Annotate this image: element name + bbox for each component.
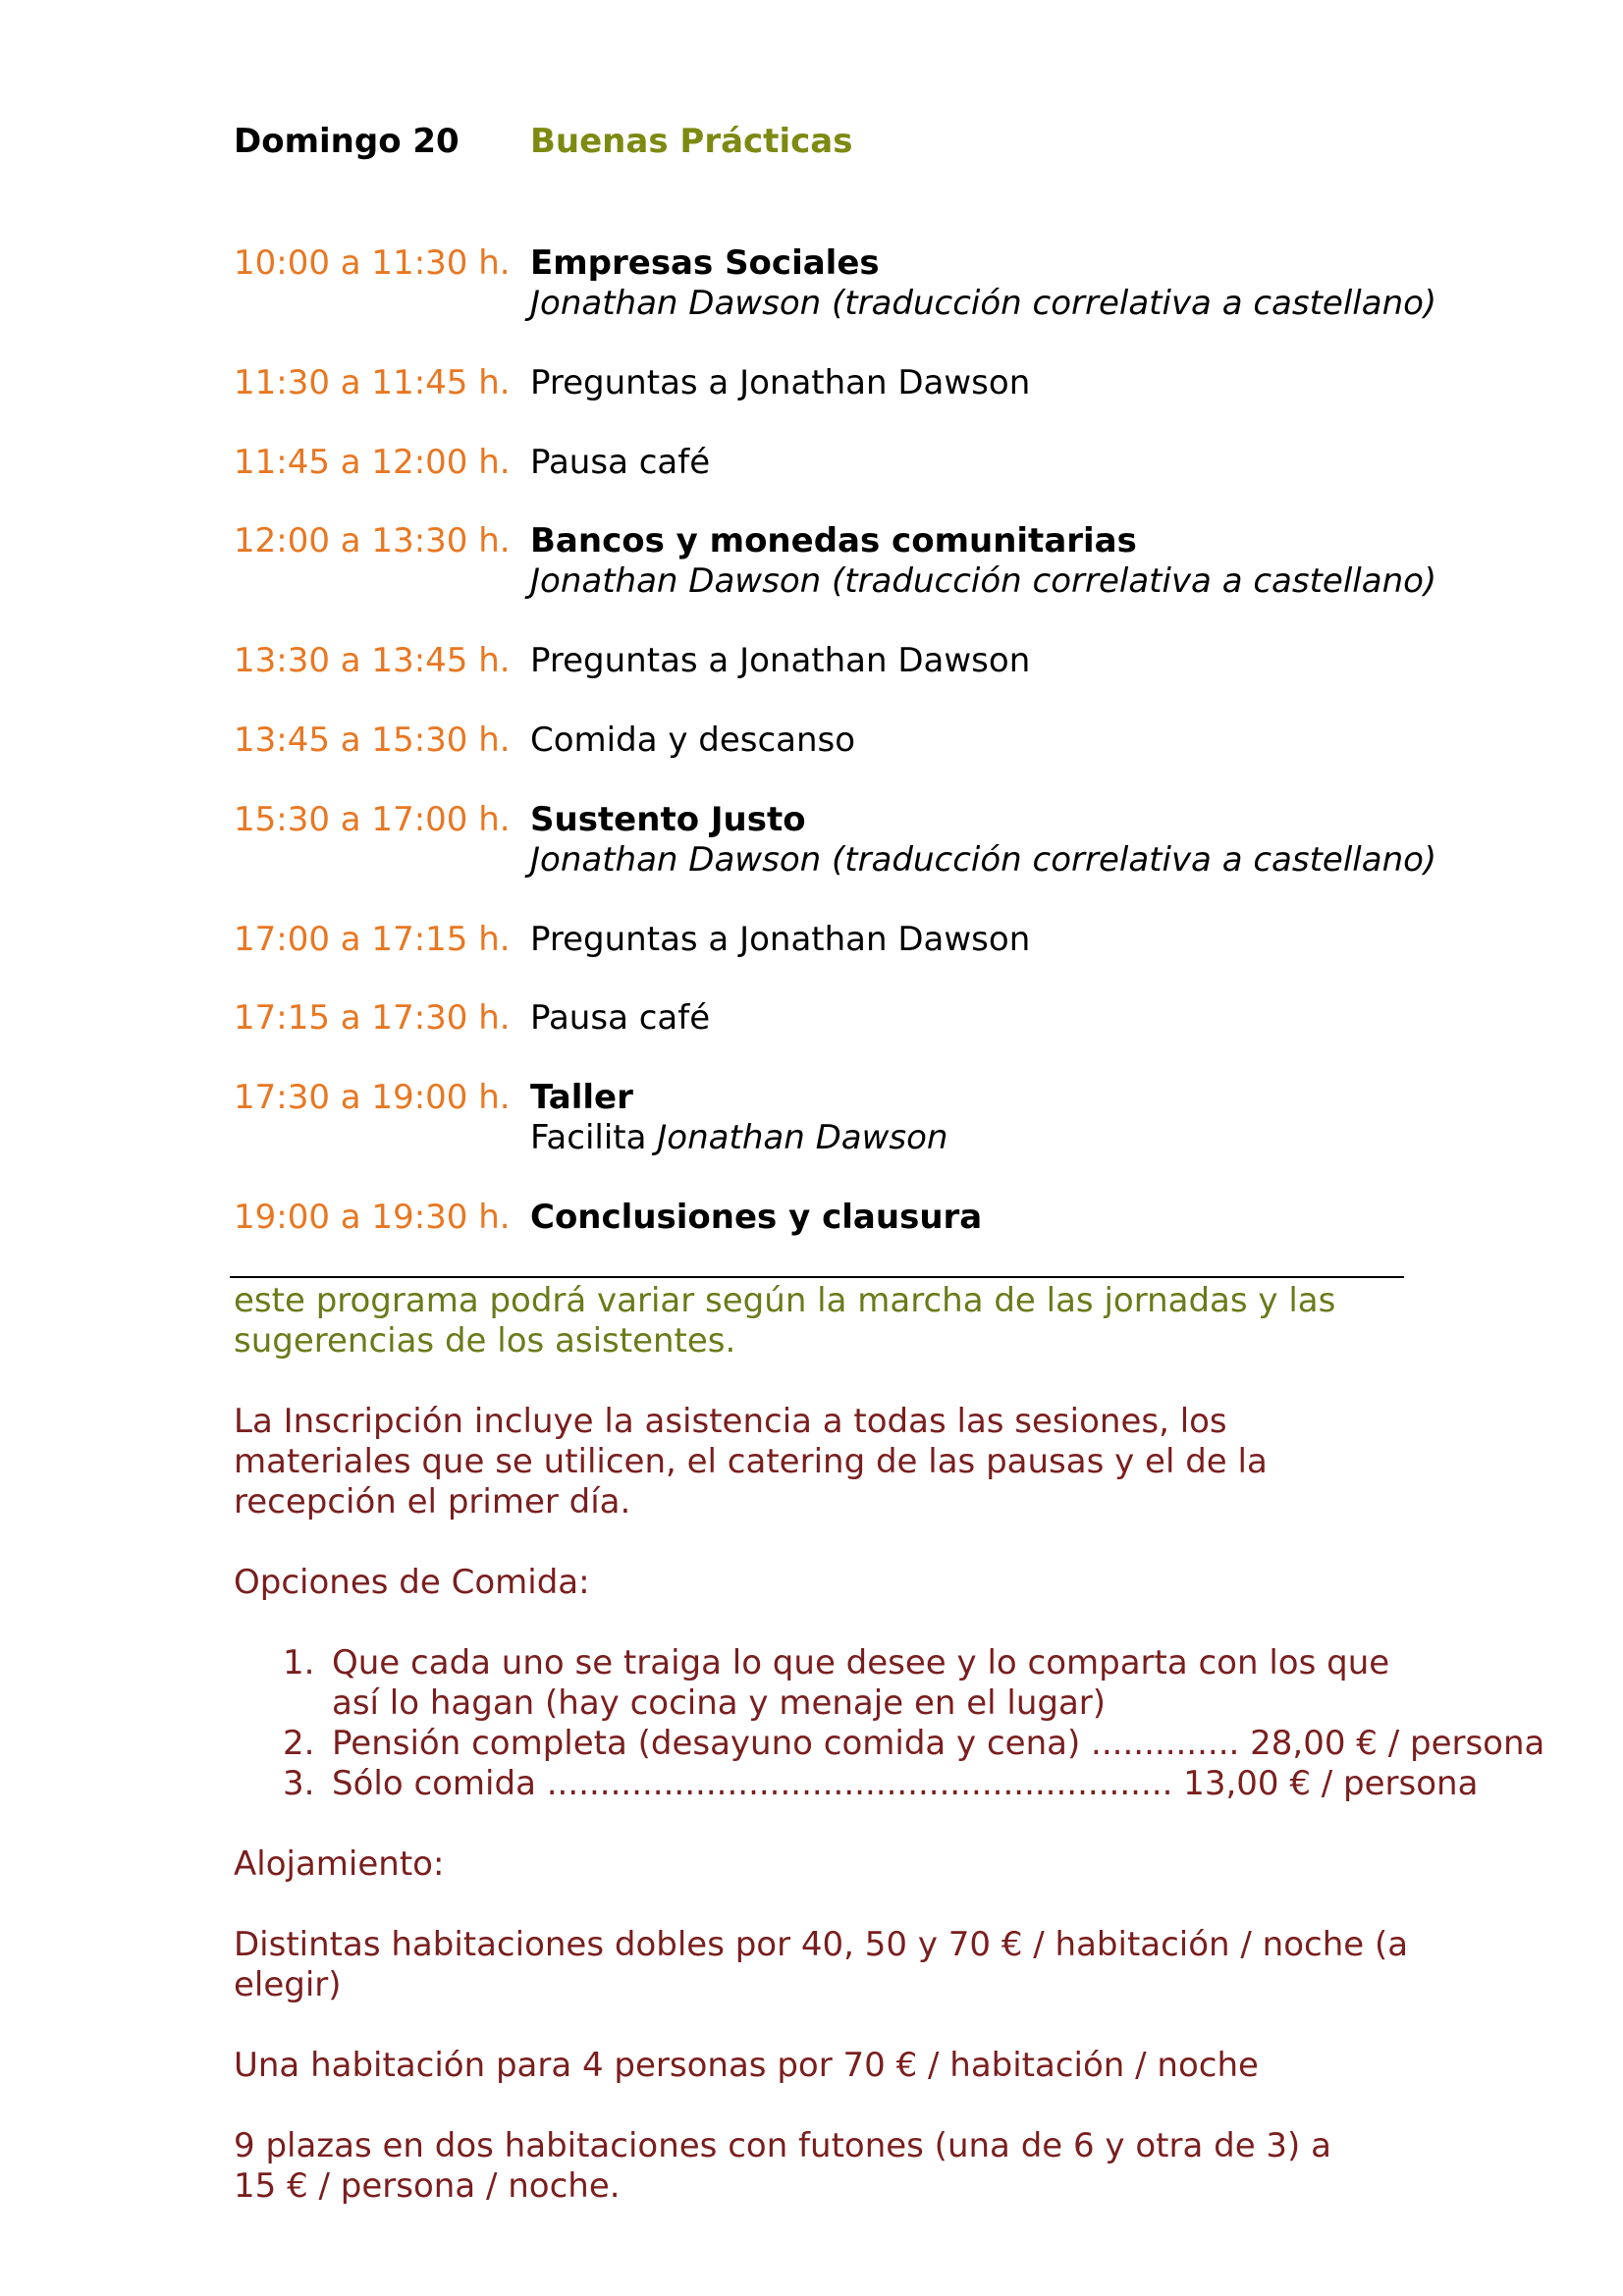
section-divider [230, 1276, 1404, 1278]
session-time: 11:45 a 12:00 h. [234, 443, 511, 482]
lodging-option: Una habitación para 4 personas por 70 € / habitación / noche [234, 2046, 1259, 2085]
session-text: Preguntas a Jonathan Dawson [530, 641, 1031, 680]
session-time: 12:00 a 13:30 h. [234, 521, 511, 561]
list-number: 1. [283, 1643, 315, 1682]
session-text: Pausa café [530, 443, 711, 482]
session-speaker: Jonathan Dawson (traducción correlativa a castellano) [530, 284, 1437, 323]
session-text: Preguntas a Jonathan Dawson [530, 363, 1031, 402]
session-time: 11:30 a 11:45 h. [234, 363, 511, 402]
list-item [234, 1643, 1412, 1724]
session-title: Bancos y monedas comunitarias [530, 521, 1137, 561]
day-label: Domingo 20 [234, 122, 460, 161]
meal-option-text: Que cada uno se traiga lo que desee y lo comparta con los que así lo hagan (hay cocina y menaje en el lugar) [332, 1643, 1390, 1723]
session-title: Sustento Justo [530, 800, 806, 839]
session-time: 17:30 a 19:00 h. [234, 1078, 511, 1117]
day-theme: Buenas Prácticas [530, 122, 853, 161]
inscription-note: La Inscripción incluye la asistencia a todas las sesiones, los materiales que se utilicen, el catering de las pausas y el de la recepción el primer día. [234, 1402, 1268, 1522]
list-number: 2. [283, 1724, 315, 1763]
session-speaker: Jonathan Dawson (traducción correlativa a castellano) [530, 840, 1437, 880]
session-title: Conclusiones y clausura [530, 1198, 983, 1237]
session-facilitator-label: Facilita [530, 1118, 647, 1157]
lodging-option: 9 plazas en dos habitaciones con futones (una de 6 y otra de 3) a 15 € / persona / noche. [234, 2126, 1331, 2206]
lodging-option: Distintas habitaciones dobles por 40, 50 y 70 € / habitación / noche (a elegir) [234, 1925, 1409, 2004]
session-title: Empresas Sociales [530, 243, 880, 283]
session-time: 19:00 a 19:30 h. [234, 1198, 511, 1237]
list-number: 3. [283, 1764, 315, 1803]
session-speaker: Jonathan Dawson [657, 1118, 948, 1157]
session-text: Preguntas a Jonathan Dawson [530, 920, 1031, 959]
list-item [234, 1724, 1545, 1764]
lodging-heading: Alojamiento: [234, 1844, 445, 1884]
session-time: 10:00 a 11:30 h. [234, 243, 511, 283]
session-title: Taller [530, 1078, 633, 1117]
meal-option-text: Sólo comida ........................................................... 13,00 € / persona [332, 1764, 1479, 1803]
meal-options-list [234, 1643, 1545, 1804]
session-text: Pausa café [530, 998, 711, 1038]
session-time: 13:30 a 13:45 h. [234, 641, 511, 680]
session-text: Comida y descanso [530, 721, 856, 760]
session-time: 13:45 a 15:30 h. [234, 721, 511, 760]
program-note: este programa podrá variar según la marcha de las jornadas y las sugerencias de los asistentes. [234, 1281, 1336, 1361]
meal-option-text: Pensión completa (desayuno comida y cena) .............. 28,00 € / persona [332, 1724, 1545, 1763]
session-time: 17:00 a 17:15 h. [234, 920, 511, 959]
session-time: 15:30 a 17:00 h. [234, 800, 511, 839]
session-time: 17:15 a 17:30 h. [234, 998, 511, 1038]
notes-section [234, 1281, 1545, 2207]
list-item [234, 1764, 1479, 1804]
meal-heading: Opciones de Comida: [234, 1563, 590, 1602]
session-speaker: Jonathan Dawson (traducción correlativa a castellano) [530, 561, 1437, 601]
